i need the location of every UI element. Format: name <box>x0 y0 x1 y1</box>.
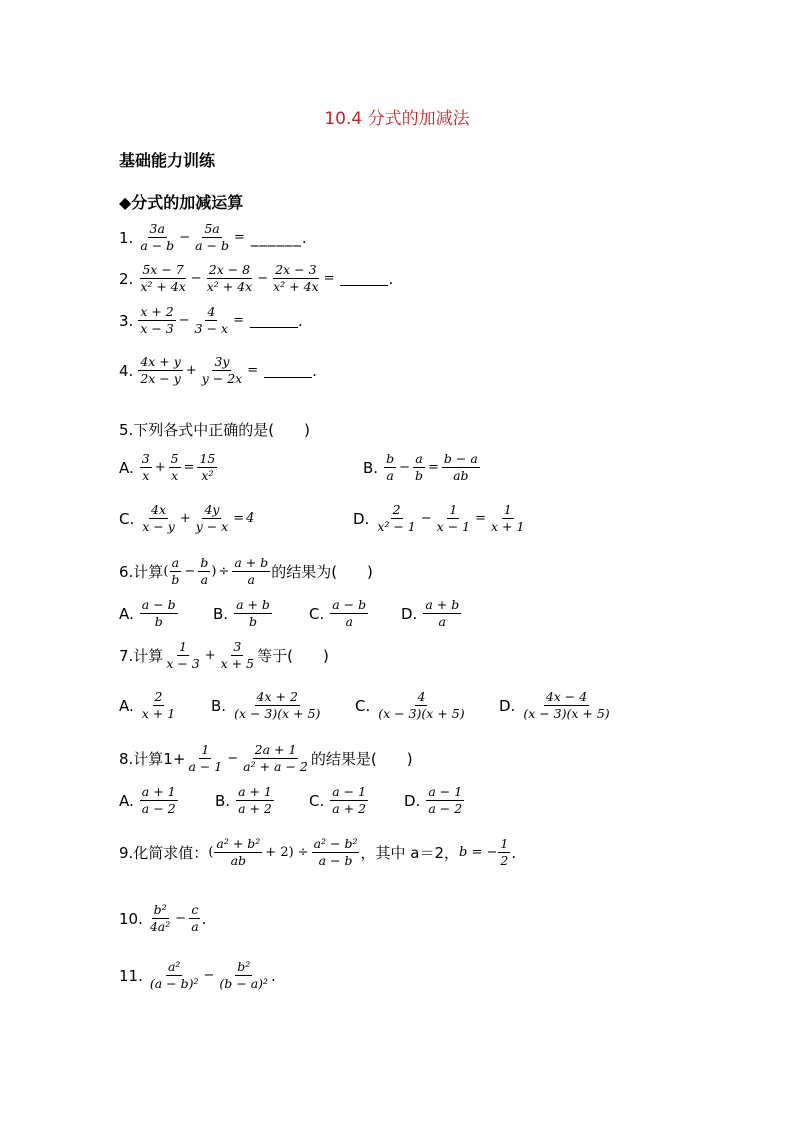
denominator: (x − 3)(x + 5) <box>378 706 465 721</box>
option-label: A. <box>119 604 134 623</box>
fraction <box>200 355 245 386</box>
numerator: 4x <box>151 502 167 517</box>
denominator: b <box>248 614 257 629</box>
option-c[interactable] <box>309 598 369 629</box>
numerator: 5 <box>170 451 179 466</box>
fraction <box>217 960 270 991</box>
denominator: x + 5 <box>220 656 255 671</box>
fraction <box>413 452 425 483</box>
denominator: x <box>142 468 150 483</box>
numerator: b² <box>153 902 167 917</box>
numerator: 4x − 4 <box>545 689 588 704</box>
option-label: B. <box>215 791 231 810</box>
denominator: a <box>247 572 255 587</box>
numerator: a − b <box>141 597 176 612</box>
option-d[interactable]: D. $\frac{2}{\text{x² − 1}}$ − $\frac{1}{x - 1}$ = $\frac{1}{x + 1}$ <box>353 502 525 534</box>
denominator: x − 3 <box>166 656 200 671</box>
numerator: 1 <box>201 742 210 757</box>
numerator: a² − b² <box>313 836 358 851</box>
fraction <box>194 503 231 534</box>
question-10: 10. $\frac{\text{b²}}{\text{4a²}}$ − $\frac{c}{a}$ . <box>119 902 207 934</box>
question-number: 4. <box>119 361 134 380</box>
fraction <box>140 785 178 816</box>
denominator: x² − 1 <box>377 519 416 534</box>
fraction <box>232 690 322 721</box>
numerator: a + 1 <box>141 784 176 799</box>
fraction <box>498 837 510 868</box>
numerator: a + 1 <box>238 784 272 799</box>
fraction <box>138 355 183 386</box>
question-number: 10. <box>119 909 143 928</box>
option-label: B. <box>213 604 229 623</box>
denominator: x² + 4x <box>273 279 319 294</box>
answer-blank <box>340 271 388 286</box>
numerator: 2 <box>154 689 163 704</box>
rhs-value: 4 <box>246 511 255 526</box>
option-a[interactable] <box>119 598 179 629</box>
denominator: b <box>154 614 163 629</box>
fraction <box>271 263 320 294</box>
option-label: D. <box>401 604 418 623</box>
option-c[interactable]: C. $\frac{4x}{x - y}$ + $\frac{4y}{y - x}$ = 4 <box>119 502 255 534</box>
fraction <box>205 263 254 294</box>
fraction <box>198 556 210 587</box>
fraction <box>241 743 310 774</box>
option-label: B. <box>211 696 227 715</box>
denominator: x − 3 <box>140 321 174 336</box>
fraction <box>442 452 480 483</box>
numerator: 2 <box>392 502 401 517</box>
question-6: 6.计算 ( $\frac{a}{b}$ − $\frac{b}{a}$ ) ÷ $\frac{a + b}{a}$ 的结果为( ) <box>119 555 373 587</box>
b-value: b = − <box>459 845 498 860</box>
numerator: 4 <box>417 689 426 704</box>
denominator: x <box>171 468 179 483</box>
question-number: 7.计算 <box>119 647 164 665</box>
question-stem: 的结果为( ) <box>271 563 373 581</box>
option-label: C. <box>309 791 325 810</box>
numerator: 1 <box>179 639 187 654</box>
option-b[interactable] <box>215 785 275 816</box>
denominator: x + 1 <box>141 706 176 721</box>
denominator: x − 1 <box>436 519 471 534</box>
numerator: b² <box>237 959 251 974</box>
numerator: 4x + y <box>140 354 181 369</box>
question-number: 9.化简求值： <box>119 844 209 862</box>
question-number: 1. <box>119 228 134 247</box>
option-b[interactable] <box>213 598 273 629</box>
option-b[interactable]: B. $\frac{b}{a}$ − $\frac{a}{b}$ = $\frac{b - a}{ab}$ <box>363 451 478 483</box>
numerator: a − 1 <box>332 784 367 799</box>
fraction <box>169 452 181 483</box>
option-label: D. <box>404 791 421 810</box>
question-stem: 5.下列各式中正确的是( ) <box>119 421 311 439</box>
question-5 <box>119 419 310 440</box>
numerator: a² + b² <box>216 836 261 851</box>
numerator: 2a + 1 <box>254 742 297 757</box>
numerator: 3a <box>149 221 165 236</box>
question-2: 2. $\frac{5x - 7}{\text{x² + 4x}}$ − $\frac{2x - 8}{\text{x² + 4x}}$ − $\frac{2x - 3}{\text{x² + 4x}}$ = . <box>119 262 394 294</box>
fraction <box>193 222 231 253</box>
numerator: a + b <box>236 597 270 612</box>
denominator: 2x − y <box>140 371 181 386</box>
page-title: 10.4 分式的加减法 <box>324 109 470 129</box>
denominator: x² + 4x <box>140 279 186 294</box>
denominator: a² + a − 2 <box>243 759 308 774</box>
denominator: b <box>414 468 423 483</box>
denominator: a <box>345 614 353 629</box>
option-label: C. <box>119 509 135 528</box>
numerator: 1 <box>500 836 509 851</box>
denominator: x + 1 <box>491 519 525 534</box>
option-d[interactable] <box>404 785 465 816</box>
numerator: 4 <box>207 304 216 319</box>
fraction <box>140 690 177 721</box>
question-number: 8.计算1+ <box>119 750 186 768</box>
numerator: b <box>386 451 395 466</box>
denominator: a <box>438 614 446 629</box>
answer-blank <box>250 313 298 328</box>
denominator: a − b <box>140 238 175 253</box>
fraction <box>148 903 172 934</box>
option-a[interactable] <box>119 785 179 816</box>
answer-blank <box>264 363 312 378</box>
numerator: a <box>171 555 180 570</box>
question-stem: 的结果是( ) <box>310 750 413 768</box>
denominator: a <box>200 572 209 587</box>
option-a[interactable] <box>119 690 178 721</box>
option-label: A. <box>119 791 134 810</box>
numerator: a² <box>167 959 181 974</box>
numerator: 5x − 7 <box>142 262 184 277</box>
question-number: 11. <box>119 966 143 985</box>
denominator: b <box>171 572 180 587</box>
numerator: a + b <box>425 597 460 612</box>
fraction <box>236 785 274 816</box>
numerator: c <box>191 902 199 917</box>
option-label: C. <box>309 604 325 623</box>
fraction <box>521 690 611 721</box>
denominator: (x − 3)(x + 5) <box>523 706 610 721</box>
denominator: ab <box>453 468 469 483</box>
denominator: 4a² <box>149 919 171 934</box>
question-1: 1. $\frac{3a}{a - b}$ − $\frac{5a}{a - b}$ = ______. <box>119 221 308 253</box>
denominator: x − y <box>142 519 175 534</box>
numerator: b <box>200 555 209 570</box>
numerator: 2x − 3 <box>275 262 317 277</box>
numerator: x + 2 <box>140 304 174 319</box>
denominator: x² + 4x <box>206 279 253 294</box>
fraction <box>330 785 368 816</box>
numerator: a + b <box>234 555 269 570</box>
denominator: a <box>386 468 394 483</box>
fraction <box>330 598 368 629</box>
fraction <box>193 305 230 336</box>
numerator: b − a <box>443 451 478 466</box>
fraction <box>138 222 176 253</box>
fraction <box>312 837 360 868</box>
fraction <box>376 690 466 721</box>
fraction <box>140 503 177 534</box>
denominator: ab <box>230 853 247 868</box>
question-number: 2. <box>119 269 134 288</box>
fraction <box>219 640 256 671</box>
subsection-heading: ◆分式的加减运算 <box>119 193 244 212</box>
denominator: y − x <box>195 519 229 534</box>
numerator: 1 <box>449 502 458 517</box>
numerator: a − b <box>332 597 367 612</box>
numerator: 1 <box>503 502 512 517</box>
denominator: 2 <box>500 853 509 868</box>
option-label: D. <box>353 509 370 528</box>
denominator: (a − b)² <box>149 976 199 991</box>
numerator: 2x − 8 <box>208 262 251 277</box>
denominator: y − 2x <box>201 371 243 386</box>
question-3: 3. $\frac{x + 2}{x - 3}$ − $\frac{4}{3 - x}$ = . <box>119 304 303 336</box>
fraction <box>384 452 396 483</box>
option-label: A. <box>119 458 134 477</box>
fraction <box>375 503 417 534</box>
numerator: 4y <box>204 502 220 517</box>
fraction <box>148 960 201 991</box>
numerator: 3 <box>233 639 242 654</box>
numerator: 5a <box>204 221 220 236</box>
fraction <box>138 263 187 294</box>
question-number: 3. <box>119 311 134 330</box>
denominator: a + 2 <box>238 801 272 816</box>
option-label: D. <box>499 696 516 715</box>
question-9: 9.化简求值： ( $\frac{\text{a² + b²}}{ab}$ + 2) ÷ $\frac{\text{a² − b²}}{a - b}$ ，其中 a＝2， b = − $\frac{1}{2}$ . <box>119 836 517 868</box>
fraction <box>232 556 270 587</box>
fraction <box>426 785 464 816</box>
fraction <box>435 503 472 534</box>
question-7: 7.计算 $\frac{1}{x - 3}$ + $\frac{3}{x + 5}$ 等于( ) <box>119 639 329 671</box>
fraction <box>186 743 224 774</box>
denominator: a − 1 <box>188 759 223 774</box>
option-label: B. <box>363 458 379 477</box>
denominator: a + 2 <box>332 801 367 816</box>
section-heading: 基础能力训练 <box>119 151 216 170</box>
question-11: 11. $\frac{\text{a²}}{\text{(a − b)²}}$ − $\frac{\text{b²}}{\text{(b − a)²}}$ . <box>119 959 276 991</box>
question-number: 6.计算 <box>119 563 164 581</box>
question-stem: 等于( ) <box>257 647 329 665</box>
denominator: a − 2 <box>141 801 176 816</box>
fraction <box>489 503 526 534</box>
denominator: a <box>191 919 199 934</box>
fraction <box>234 598 272 629</box>
condition-text: ，其中 a＝2， <box>360 844 459 862</box>
fraction <box>423 598 461 629</box>
fraction <box>140 452 152 483</box>
option-d[interactable] <box>401 598 462 629</box>
denominator: 3 − x <box>194 321 229 336</box>
numerator: a − 1 <box>428 784 463 799</box>
denominator: (b − a)² <box>219 976 269 991</box>
fraction <box>169 556 181 587</box>
option-a[interactable]: A. $\frac{3}{x}$ + $\frac{5}{x}$ = $\frac{15}{\text{x²}}$ <box>119 451 216 483</box>
option-label: C. <box>355 696 371 715</box>
denominator: a − 2 <box>428 801 463 816</box>
fraction <box>138 305 175 336</box>
fraction <box>140 598 178 629</box>
option-b[interactable] <box>211 690 323 721</box>
numerator: a <box>415 451 423 466</box>
numerator: 3 <box>141 451 150 466</box>
denominator: a − b <box>195 238 229 253</box>
option-c[interactable] <box>355 690 468 721</box>
option-d[interactable] <box>499 690 613 721</box>
option-c[interactable] <box>309 785 369 816</box>
numerator: 15 <box>199 451 216 466</box>
denominator: x² <box>201 468 214 483</box>
fraction <box>214 837 262 868</box>
question-4: 4. $\frac{4x + y}{2x - y}$ + $\frac{3y}{y - 2x}$ = . <box>119 354 317 386</box>
answer-blank: ______. <box>250 228 308 247</box>
question-8: 8.计算1+ $\frac{1}{a - 1}$ − $\frac{2a + 1}{\text{a² + a − 2}}$ 的结果是( ) <box>119 742 413 774</box>
fraction <box>189 903 200 934</box>
numerator: 4x + 2 <box>256 689 298 704</box>
denominator: (x − 3)(x + 5) <box>234 706 321 721</box>
numerator: 3y <box>214 354 230 369</box>
fraction <box>197 452 217 483</box>
option-label: A. <box>119 696 134 715</box>
denominator: a − b <box>318 853 353 868</box>
fraction <box>164 640 201 671</box>
